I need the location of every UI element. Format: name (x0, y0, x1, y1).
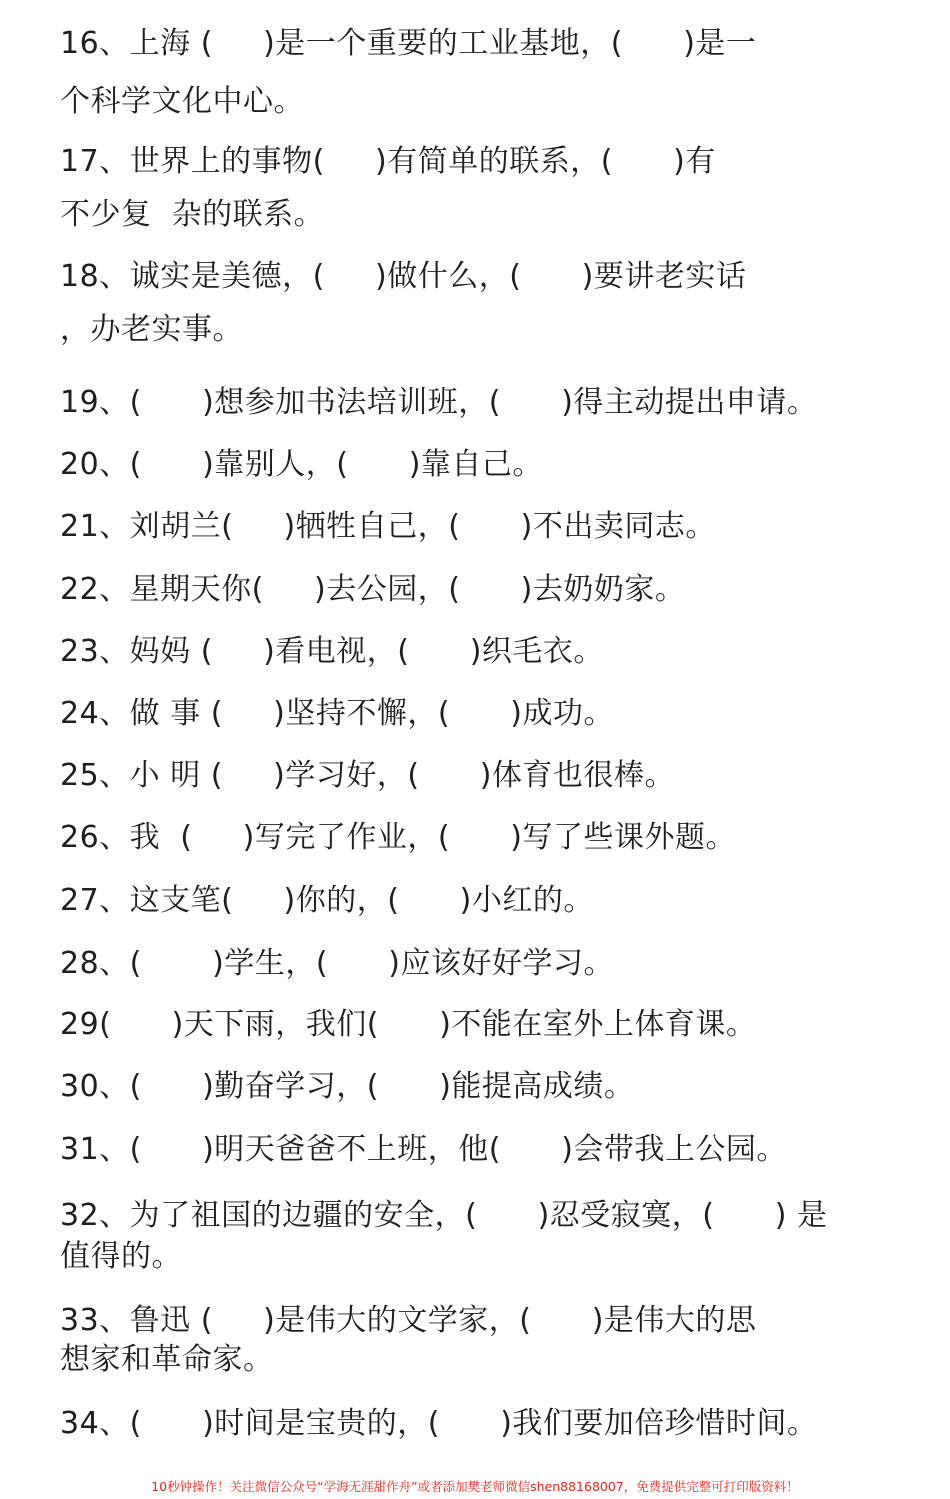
item-31: 31、( )明天爸爸不上班，他( )会带我上公园。 (60, 1132, 787, 1167)
item-18-line-1: 18、诚实是美德，( )做什么，( )要讲老实话 (60, 259, 747, 294)
item-28: 28、( )学生，( )应该好好学习。 (60, 946, 614, 981)
item-30: 30、( )勤奋学习，( )能提高成绩。 (60, 1069, 635, 1104)
item-33-line-1: 33、鲁迅 ( )是伟大的文学家，( )是伟大的思 (60, 1303, 757, 1338)
item-26: 26、我 ( )写完了作业，( )写了些课外题。 (60, 820, 736, 855)
item-18-line-2: ，办老实事。 (60, 312, 243, 347)
item-33-line-2: 想家和革命家。 (60, 1342, 274, 1377)
item-23: 23、妈妈 ( )看电视，( )织毛衣。 (60, 634, 604, 669)
item-32-line-1: 32、为了祖国的边疆的安全，( )忍受寂寞，( ) 是 (60, 1198, 828, 1233)
item-24: 24、做 事 ( )坚持不懈，( )成功。 (60, 696, 614, 731)
item-32-line-2: 值得的。 (60, 1239, 182, 1274)
item-34: 34、( )时间是宝贵的，( )我们要加倍珍惜时间。 (60, 1406, 818, 1441)
item-21: 21、刘胡兰( )牺牲自己，( )不出卖同志。 (60, 509, 716, 544)
item-20: 20、( )靠别人，( )靠自己。 (60, 447, 543, 482)
item-25: 25、小 明 ( )学习好，( )体育也很棒。 (60, 758, 675, 793)
promo-footer: 10秒钟操作！关注微信公众号“学海无涯甜作舟”或者添加樊老师微信shen88168007，免费提供完整可打印版资料！ (151, 1479, 799, 1494)
item-19: 19、( )想参加书法培训班，( )得主动提出申请。 (60, 385, 818, 420)
item-17-line-2: 不少复 杂的联系。 (60, 197, 325, 232)
item-17-line-1: 17、世界上的事物( )有简单的联系，( )有 (60, 144, 716, 179)
item-16-line-2: 个科学文化中心。 (60, 84, 304, 119)
item-27: 27、这支笔( )你的，( )小红的。 (60, 883, 594, 918)
item-22: 22、星期天你( )去公园，( )去奶奶家。 (60, 572, 686, 607)
item-29: 29( )天下雨，我们( )不能在室外上体育课。 (60, 1007, 757, 1042)
item-16-line-1: 16、上海 ( )是一个重要的工业基地，( )是一 (60, 26, 757, 61)
